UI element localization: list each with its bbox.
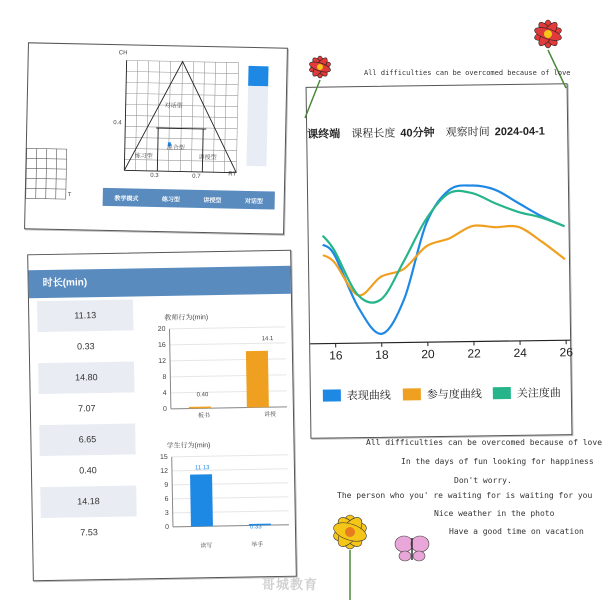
quote-line: The person who you' re waiting for is waiting for you <box>337 491 593 500</box>
y-tick-label: 12 <box>160 467 169 476</box>
gridline <box>172 497 288 499</box>
legend-item-performance <box>323 387 391 404</box>
duration-row: 6.65 <box>39 423 136 456</box>
series-line <box>323 224 566 296</box>
red-flower-icon <box>518 10 578 90</box>
gridline <box>172 483 288 485</box>
label-mixed-type: 混合型 <box>166 145 185 152</box>
teacher-bar-label-1: 0.40 <box>196 392 209 399</box>
duration-row: 0.40 <box>40 454 137 487</box>
th-practice: 练习型 <box>161 196 181 204</box>
y-tick-label: 6 <box>164 495 169 503</box>
curve-card <box>306 83 573 439</box>
model-table-header <box>103 188 275 210</box>
duration-row: 14.18 <box>40 485 137 518</box>
tick-03: 0.3 <box>150 172 159 180</box>
tick-04: 0.4 <box>113 120 122 127</box>
axis-label-ch: CH <box>118 50 128 57</box>
label-lecture-type: 讲授型 <box>198 154 217 162</box>
x-tick-label: 22 <box>467 346 481 361</box>
duration-row: 7.53 <box>41 516 138 549</box>
y-tick-label: 8 <box>162 373 167 381</box>
legend-label: 表现曲线 <box>346 389 391 403</box>
quote-line: Have a good time on vacation <box>449 527 584 536</box>
th-lecture: 讲授型 <box>203 197 222 204</box>
blue-indicator <box>248 66 268 86</box>
red-flower-icon <box>295 50 345 120</box>
duration-row: 11.13 <box>37 299 134 332</box>
x-tick-label: 26 <box>559 345 574 360</box>
quote-line: Don't worry. <box>454 476 512 485</box>
label-practice-type: 练习型 <box>134 153 153 160</box>
gridline <box>171 391 287 393</box>
y-tick-label: 15 <box>159 453 168 462</box>
th-mode: 教学模式 <box>114 195 139 203</box>
watermark: 哥城教育 <box>262 577 319 592</box>
y-axis <box>169 329 170 409</box>
curve-chart <box>308 174 574 368</box>
y-tick-label: 4 <box>162 389 167 397</box>
curve-header <box>307 122 567 142</box>
quote-line: All difficulties can be overcomed because of love <box>366 438 602 447</box>
student-chart-title: 学生行为(min) <box>166 442 211 450</box>
y-tick-label: 0 <box>162 405 167 413</box>
x-tick-label: 20 <box>421 347 435 362</box>
gridline <box>172 455 288 457</box>
student-cat-2: 举手 <box>251 542 264 549</box>
y-tick-label: 9 <box>164 481 169 489</box>
quote-line: Nice weather in the photo <box>434 509 555 518</box>
x-axis <box>173 525 289 527</box>
gridline <box>173 511 289 513</box>
student-bar-label-1: 11.13 <box>194 465 210 472</box>
th-dialog: 对话型 <box>244 198 264 205</box>
teaching-model-card <box>24 42 288 234</box>
observe-time-label: 观察时间 <box>445 126 490 139</box>
quote-line: In the days of fun looking for happiness <box>401 457 594 466</box>
y-tick-label: 20 <box>157 325 166 334</box>
gridline <box>170 343 286 345</box>
y-tick-label: 0 <box>164 523 170 531</box>
bar <box>190 474 213 526</box>
y-tick-label: 12 <box>158 357 167 366</box>
duration-header: 时长(min) <box>28 266 290 299</box>
student-bar-chart <box>150 451 292 543</box>
student-cat-1: 读写 <box>200 543 213 550</box>
indicator-track <box>246 86 268 166</box>
terminal-label: 课终端 <box>307 128 341 141</box>
y-tick-label: 3 <box>164 509 169 517</box>
x-tick-label: 24 <box>513 345 527 360</box>
legend-label: 参与度曲线 <box>426 388 482 402</box>
y-axis <box>172 457 173 527</box>
yellow-flower-icon <box>320 505 380 600</box>
tick-07: 0.7 <box>192 173 201 180</box>
gridline <box>170 359 286 361</box>
x-tick-label: 16 <box>329 348 343 363</box>
teacher-cat-1: 板书 <box>197 413 211 420</box>
series-line <box>322 189 566 303</box>
series-line <box>322 184 566 335</box>
student-bar-label-2: 0.33 <box>249 524 262 531</box>
duration-card <box>27 250 297 582</box>
gridline <box>172 469 288 471</box>
legend-swatch <box>403 388 421 400</box>
course-length-value: 40分钟 <box>400 127 435 140</box>
duration-row: 7.07 <box>39 392 136 425</box>
observe-time-value: 2024-04-1 <box>494 125 545 139</box>
butterfly-icon <box>392 532 432 564</box>
top-quote: All difficulties can be overcomed because of love <box>364 69 571 77</box>
legend-swatch <box>323 389 341 401</box>
x-tick-label: 18 <box>375 347 389 362</box>
teacher-bar-label-2: 14.1 <box>261 336 274 343</box>
legend-swatch <box>493 387 511 399</box>
label-dialog-type: 对话型 <box>164 103 183 110</box>
y-tick-label: 16 <box>157 341 166 350</box>
course-length-label: 课程长度 <box>351 127 396 141</box>
gridline <box>169 327 285 329</box>
duration-row: 0.33 <box>38 330 135 363</box>
duration-row: 14.80 <box>38 361 135 394</box>
axis-label-t: T <box>67 192 72 199</box>
teacher-cat-2: 讲授 <box>263 412 277 419</box>
legend-label: 关注度曲 <box>516 387 561 400</box>
bar <box>246 351 269 408</box>
x-axis <box>310 340 570 344</box>
axis-label-rt: RT <box>228 171 237 178</box>
legend-item-attention <box>493 384 561 401</box>
gridline <box>170 375 286 377</box>
legend-item-engagement <box>403 385 482 402</box>
teacher-chart-title: 教师行为(min) <box>164 314 209 322</box>
